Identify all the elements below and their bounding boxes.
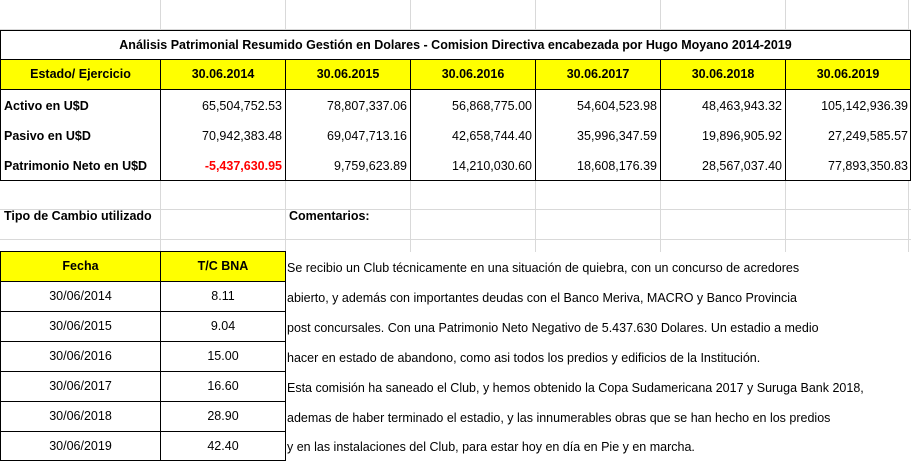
fx-date[interactable]: 30/06/2016 <box>0 341 161 372</box>
cell-patrimonio-2016[interactable]: 14,210,030.60 <box>452 158 532 173</box>
fx-date[interactable]: 30/06/2018 <box>0 401 161 432</box>
border <box>0 180 911 181</box>
cell-patrimonio-2018[interactable]: 28,567,037.40 <box>702 158 782 173</box>
header-year[interactable]: 30.06.2018 <box>660 59 786 90</box>
fx-date[interactable]: 30/06/2017 <box>0 371 161 402</box>
cell-pasivo-2019[interactable]: 27,249,585.57 <box>828 128 908 143</box>
cell-activo-2016[interactable]: 56,868,775.00 <box>452 98 532 113</box>
fx-date[interactable]: 30/06/2015 <box>0 311 161 342</box>
border <box>660 90 661 181</box>
cell-pasivo-2017[interactable]: 35,996,347.59 <box>577 128 657 143</box>
comment-line[interactable]: post concursales. Con una Patrimonio Neto Negativo de 5.437.630 Dolares. Un estadio a medio <box>287 320 819 335</box>
cell-activo-2017[interactable]: 54,604,523.98 <box>577 98 657 113</box>
cell-pasivo-2015[interactable]: 69,047,713.16 <box>327 128 407 143</box>
cell-activo-2019[interactable]: 105,142,936.39 <box>821 98 908 113</box>
border <box>535 90 536 181</box>
report-title[interactable]: Análisis Patrimonial Resumido Gestión en Dolares - Comision Directiva encabezada por Hugo Moyano 2014-2019 <box>0 30 911 60</box>
header-year[interactable]: 30.06.2016 <box>410 59 536 90</box>
fx-rate[interactable]: 16.60 <box>160 371 286 402</box>
fx-date[interactable]: 30/06/2014 <box>0 281 161 312</box>
cell-patrimonio-2015[interactable]: 9,759,623.89 <box>334 158 407 173</box>
cell-activo-2015[interactable]: 78,807,337.06 <box>327 98 407 113</box>
comment-line[interactable]: y en las instalaciones del Club, para estar hoy en día en Pie y en marcha. <box>287 439 695 454</box>
cell-activo-2014[interactable]: 65,504,752.53 <box>202 98 282 113</box>
cell-activo-2018[interactable]: 48,463,943.32 <box>702 98 782 113</box>
comment-line[interactable]: Esta comisión ha saneado el Club, y hemos obtenido la Copa Sudamericana 2017 y Suruga Bank 2018, <box>287 380 864 395</box>
cell-pasivo-2016[interactable]: 42,658,744.40 <box>452 128 532 143</box>
header-year[interactable]: 30.06.2019 <box>785 59 911 90</box>
cell-pasivo-2018[interactable]: 19,896,905.92 <box>702 128 782 143</box>
comentarios-label[interactable]: Comentarios: <box>289 208 370 223</box>
border <box>0 90 1 181</box>
row-label-activo[interactable]: Activo en U$D <box>4 98 89 113</box>
header-estado[interactable]: Estado/ Ejercicio <box>0 59 161 90</box>
comment-line[interactable]: Se recibio un Club técnicamente en una situación de quiebra, con un concurso de acredores <box>287 260 800 275</box>
header-year[interactable]: 30.06.2017 <box>535 59 661 90</box>
header-year[interactable]: 30.06.2015 <box>285 59 411 90</box>
fx-header-fecha[interactable]: Fecha <box>0 251 161 282</box>
tipo-cambio-label[interactable]: Tipo de Cambio utilizado <box>4 208 152 223</box>
fx-rate[interactable]: 9.04 <box>160 311 286 342</box>
cell-patrimonio-2019[interactable]: 77,893,350.83 <box>828 158 908 173</box>
fx-rate[interactable]: 15.00 <box>160 341 286 372</box>
border <box>410 90 411 181</box>
border <box>285 90 286 181</box>
row-label-patrimonio-neto[interactable]: Patrimonio Neto en U$D <box>4 158 148 173</box>
border <box>785 90 786 181</box>
comment-line[interactable]: abierto, y además con importantes deudas con el Banco Meriva, MACRO y Banco Provincia <box>287 290 797 305</box>
cell-patrimonio-2014[interactable]: -5,437,630.95 <box>204 158 282 173</box>
comment-line[interactable]: hacer en estado de abandono, como asi todos los predios y edificios de la Institución. <box>287 350 761 365</box>
comment-line[interactable]: ademas de haber terminado el estadio, y las innumerables obras que se han hecho en los predios <box>287 410 831 425</box>
cell-pasivo-2014[interactable]: 70,942,383.48 <box>202 128 282 143</box>
border <box>160 90 161 181</box>
header-year[interactable]: 30.06.2014 <box>160 59 286 90</box>
fx-date[interactable]: 30/06/2019 <box>0 431 161 461</box>
cell-patrimonio-2017[interactable]: 18,608,176.39 <box>577 158 657 173</box>
fx-rate[interactable]: 8.11 <box>160 281 286 312</box>
row-label-pasivo[interactable]: Pasivo en U$D <box>4 128 91 143</box>
fx-rate[interactable]: 42.40 <box>160 431 286 461</box>
fx-header-tc[interactable]: T/C BNA <box>160 251 286 282</box>
fx-rate[interactable]: 28.90 <box>160 401 286 432</box>
